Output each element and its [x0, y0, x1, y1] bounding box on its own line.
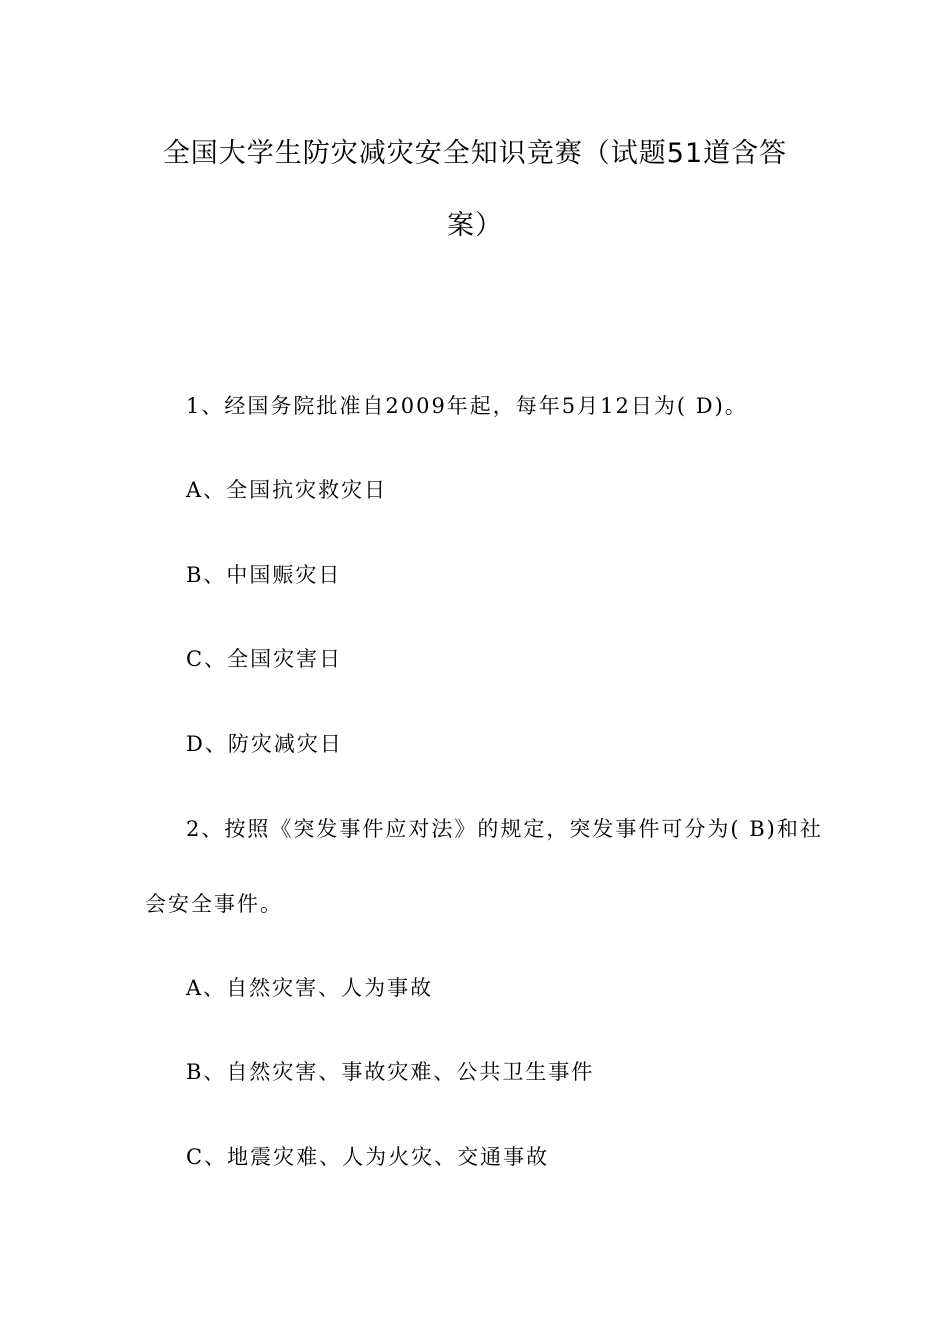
question-1-option-c: C、全国灾害日: [186, 647, 343, 671]
document-title-line-1: 全国大学生防灾减灾安全知识竞赛（试题51道含答: [162, 138, 788, 169]
question-1-text: 1、经国务院批准自2009年起，每年5月12日为( D)。: [186, 394, 748, 418]
question-2-option-a: A、自然灾害、人为事故: [186, 976, 434, 1000]
question-2-text-continued: 会安全事件。: [145, 892, 283, 916]
document-title-line-2: 案）: [447, 210, 503, 241]
question-2-option-b: B、自然灾害、事故灾难、公共卫生事件: [186, 1060, 595, 1084]
question-1-option-d: D、防灾减灾日: [186, 732, 343, 756]
question-1-option-a: A、全国抗灾救灾日: [186, 478, 388, 502]
question-2-text: 2、按照《突发事件应对法》的规定，突发事件可分为( B)和社: [186, 817, 823, 841]
question-2-option-c: C、地震灾难、人为火灾、交通事故: [186, 1145, 550, 1169]
question-1-option-b: B、中国赈灾日: [186, 563, 342, 587]
